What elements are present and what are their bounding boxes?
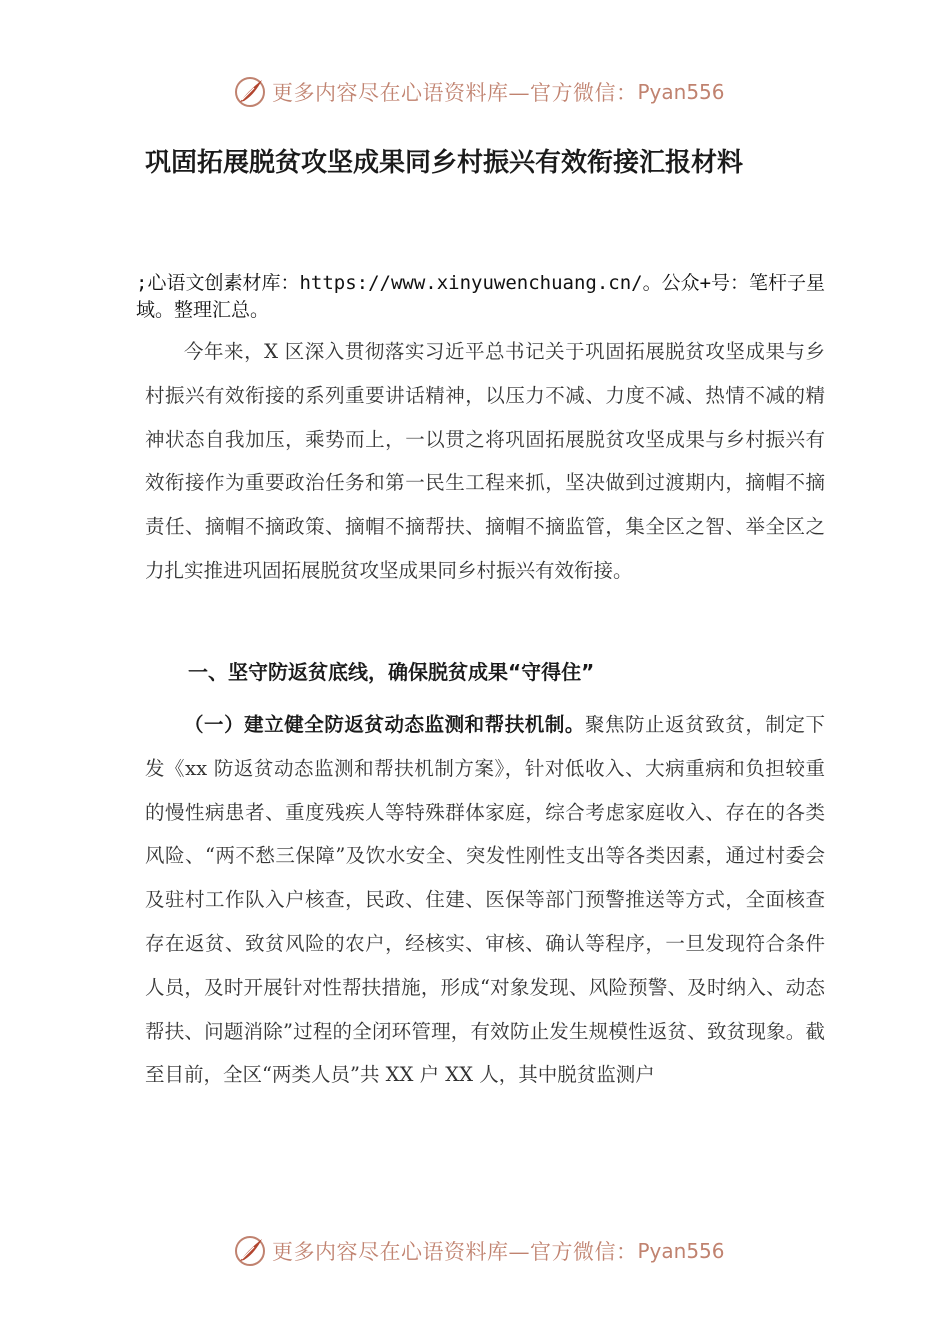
document-title: 巩固拓展脱贫攻坚成果同乡村振兴有效衔接汇报材料 <box>145 148 744 178</box>
header-watermark-banner <box>232 72 752 112</box>
quill-logo-icon <box>232 1233 268 1269</box>
subsection-paragraph <box>145 703 825 1097</box>
subsection-lead: （一）建立健全防返贫动态监测和帮扶机制。 <box>184 713 585 736</box>
banner-wechat-handle: Pyan556 <box>637 1239 725 1263</box>
intro-paragraph: 今年来，X 区深入贯彻落实习近平总书记关于巩固拓展脱贫攻坚成果与乡村振兴有效衔接的系列重要讲话精神，以压力不减、力度不减、热情不减的精神状态自我加压，乘势而上，一以贯之将巩固拓展脱贫攻坚成果与乡村振兴有效衔接作为重要政治任务和第一民生工程来抓，坚决做到过渡期内，摘帽不摘责任、摘帽不摘政策、摘帽不摘帮扶、摘帽不摘监管，集全区之智、举全区之力扎实推进巩固拓展脱贫攻坚成果同乡村振兴有效衔接。 <box>145 340 825 582</box>
quill-logo-icon <box>232 74 268 110</box>
subsection-body: 聚焦防止返贫致贫，制定下发《xx 防返贫动态监测和帮扶机制方案》，针对低收入、大病重病和负担较重的慢性病患者、重度残疾人等特殊群体家庭，综合考虑家庭收入、存在的各类风险、“两不愁三保障”及饮水安全、突发性刚性支出等各类因素，通过村委会及驻村工作队入户核查，民政、住建、医保等部门预警推送等方式，全面核查存在返贫、致贫风险的农户，经核实、审核、确认等程序，一旦发现符合条件人员，及时开展针对性帮扶措施，形成“对象发现、风险预警、及时纳入、动态帮扶、问题消除”过程的全闭环管理，有效防止发生规模性返贫、致贫现象。截至目前，全区“两类人员”共 XX 户 XX 人，其中脱贫监测户 <box>145 713 825 1087</box>
section-heading: 一、坚守防返贫底线，确保脱贫成果“守得住” <box>188 660 595 684</box>
source-note: ;心语文创素材库：https://www.xinyuwenchuang.cn/。公众+号：笔杆子星域。整理汇总。 <box>136 272 826 321</box>
footer-watermark-banner <box>232 1231 752 1271</box>
banner-text: 更多内容尽在心语资料库—官方微信： <box>272 81 638 105</box>
banner-text: 更多内容尽在心语资料库—官方微信： <box>272 1240 638 1264</box>
banner-wechat-handle: Pyan556 <box>637 80 725 104</box>
